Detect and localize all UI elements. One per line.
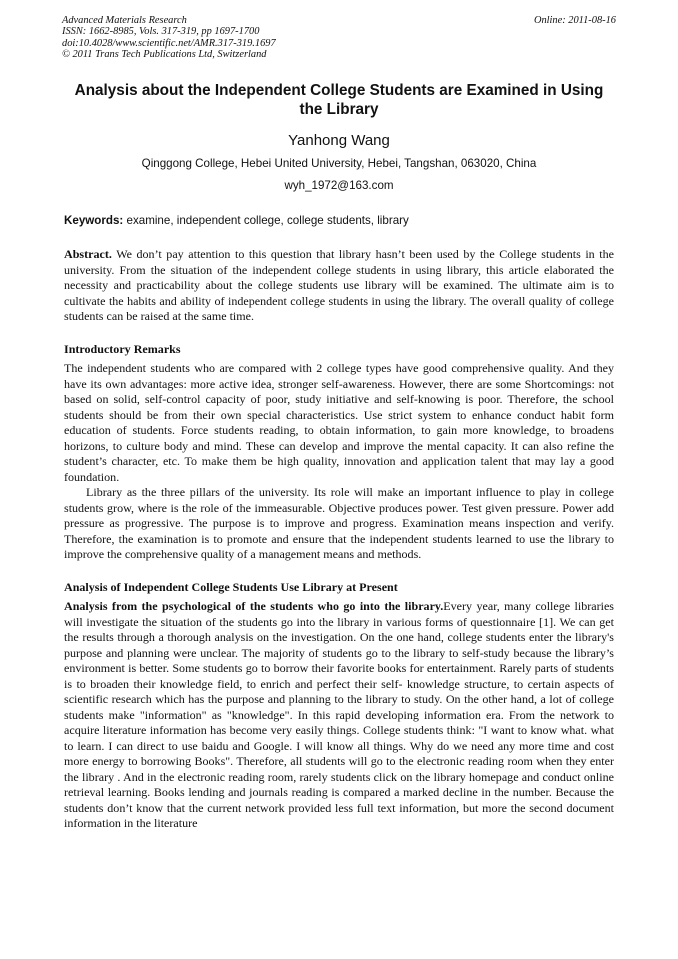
abstract xyxy=(64,247,614,325)
issn-line: ISSN: 1662-8985, Vols. 317-319, pp 1697-1700 xyxy=(62,26,260,38)
doi-line: doi:10.4028/www.scientific.net/AMR.317-319.1697 xyxy=(62,37,276,49)
section-heading-intro: Introductory Remarks xyxy=(64,341,181,356)
author-affiliation: Qinggong College, Hebei United University, Hebei, Tangshan, 063020, China xyxy=(141,157,537,170)
keywords-label: Keywords: xyxy=(64,214,124,227)
journal-header xyxy=(62,15,616,61)
journal-name: Advanced Materials Research xyxy=(62,15,187,26)
author-name: Yanhong Wang xyxy=(288,132,390,149)
analysis-text: Every year, many college libraries will investigate the situation of the students go into the library in various forms of questionnaire [1]. We can get the results through a thorough analysis on the investigation. On the one hand, college students enter the library's purpose and planning were unclear. The majority of students go to the library to self-study because the library’s environment is better. Some students go to borrow their favorite books for entertainment. Rarely parts of students is to broaden their knowledge field, to enrich and perfect their self- knowledge structure, to certain aspects of scientific research which has the purpose and planning to the library to study. On the other hand, a lot of college students make "information" as "knowledge". In this rapid developing information era. From the network to acquire literature information has become very easily things. College students think: "I want to know what. what to learn. I can direct to use baidu and Google. I will know all things. Why do we need any more time and cost more energy to borrowing Books". Therefore, all students will go to the electronic reading room when they enter the library . And in the electronic reading room, rarely students click on the library homepage and conduct online retrieval learning. Books lending and journals reading is compared a marked decline in the number. Because the students don’t know that the current network provided less full text information, but more the second document information in the literature xyxy=(64,599,614,830)
intro-paragraph-1: The independent students who are compared with 2 college types have good comprehensive quality. And they have its own advantages: more active idea, stronger self-awareness. However, there are some Shortcomings: not based on solid, self-control capacity of poor, study initiative and self-knowing is poor. Therefore, the school students should be from their own special characteristics. Use strict system to enhance conduct habit form education of students. Force students reading, to obtain information, to gain more knowledge, to broadens horizons, to culture body and mind. These can develop and improve the mental capacity. It can also refine the student’s character, etc. To make them be high quality, innovation and application talent that may lay a good foundation. xyxy=(64,361,614,484)
author-email: wyh_1972@163.com xyxy=(284,179,394,192)
online-date: Online: 2011-08-16 xyxy=(533,15,616,26)
copyright-line: © 2011 Trans Tech Publications Ltd, Switzerland xyxy=(62,49,267,61)
paper-title: Analysis about the Independent College Students are Examined in Using the Library xyxy=(74,82,604,118)
abstract-text: We don’t pay attention to this question that library hasn’t been used by the College students in the university. From the situation of the independent college students in using library, this article elaborated the necessity and practicability about the college students use library will be examined. The ultimate aim is to cultivate the habits and ability of independent college students in using the library. The overall quality of college students can be raised at the same time. xyxy=(64,247,614,323)
paper-body xyxy=(64,247,614,832)
keywords xyxy=(64,214,616,228)
analysis-paragraph xyxy=(64,599,614,832)
section-heading-analysis: Analysis of Independent College Students Use Library at Present xyxy=(64,579,398,594)
analysis-lead: Analysis from the psychological of the students who go into the library. xyxy=(64,599,444,613)
intro-paragraph-2: Library as the three pillars of the university. Its role will make an important influence to play in college students grow, where is the role of the immeasurable. Objective produces power. Test given pressure. Power add pressure as progressive. The purpose is to improve and progress. Examination means inspection and verify. Therefore, the examination is to promote and ensure that the independent students learned to use the library to improve the comprehensive quality of a management means and methods. xyxy=(64,485,614,561)
abstract-label: Abstract. xyxy=(64,247,112,261)
keywords-text: examine, independent college, college students, library xyxy=(123,214,409,227)
